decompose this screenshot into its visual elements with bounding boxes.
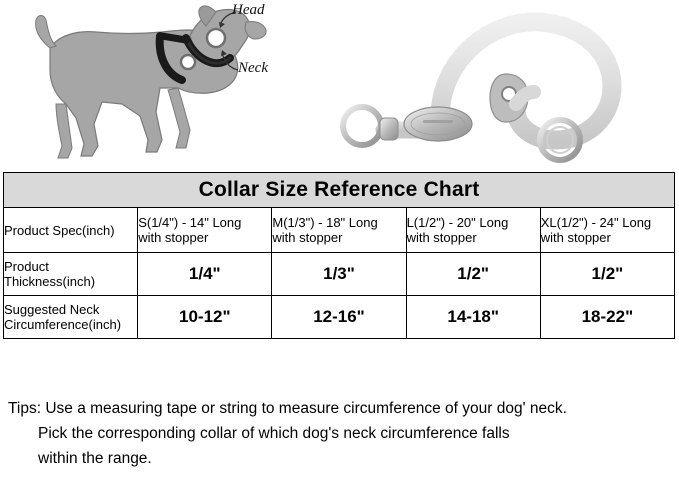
col-spec-l-line1: L(1/2") - 20" Long: [406, 215, 509, 230]
row-header-thickness: Product Thickness(inch): [4, 253, 138, 296]
o-ring-icon: [343, 107, 381, 145]
neck-xl: 18-22": [540, 296, 674, 339]
tips-text: [8, 396, 668, 471]
dog-illustration-svg: [10, 0, 310, 168]
table-row: [4, 296, 675, 339]
col-spec-xl-line1: XL(1/2") - 24" Long: [540, 215, 652, 230]
col-spec-l-line2: with stopper: [406, 230, 477, 245]
table-row: [4, 208, 675, 253]
thickness-xl: 1/2": [540, 253, 674, 296]
dog-diagram: [10, 0, 310, 168]
col-spec-m-line1: M(1/3") - 18" Long: [272, 215, 378, 230]
table-row: [4, 253, 675, 296]
head-label: Head: [232, 2, 265, 18]
neck-m: 12-16": [272, 296, 406, 339]
collar-illustration-svg: [320, 0, 670, 168]
collar-product-image: [320, 0, 670, 168]
col-spec-s-line1: S(1/4") - 14" Long: [138, 215, 242, 230]
tips-line-3: within the range.: [38, 450, 152, 467]
tips-line-1: Tips: Use a measuring tape or string to measure circumference of your dog' neck.: [8, 400, 567, 417]
table-title-row: [4, 173, 675, 208]
col-spec-xl: [540, 208, 674, 253]
col-spec-m: [272, 208, 406, 253]
thickness-m: 1/3": [272, 253, 406, 296]
neck-s: 10-12": [138, 296, 272, 339]
col-spec-xl-line2: with stopper: [540, 230, 611, 245]
illustration-area: [0, 0, 679, 168]
collar-ring-icon: [207, 29, 225, 47]
col-spec-m-line2: with stopper: [272, 230, 343, 245]
col-spec-l: [406, 208, 540, 253]
neck-label: Neck: [238, 60, 268, 76]
tips-line-2: Pick the corresponding collar of which dog's neck circumference falls: [38, 425, 510, 442]
size-chart-table: [3, 172, 675, 339]
chart-title: Collar Size Reference Chart: [4, 173, 675, 208]
col-spec-s-line2: with stopper: [138, 230, 209, 245]
collar-ring-small-icon: [181, 55, 195, 69]
thickness-l: 1/2": [406, 253, 540, 296]
col-spec-s: [138, 208, 272, 253]
size-chart-table-wrapper: [3, 172, 675, 339]
metal-bead: [404, 107, 472, 141]
thickness-s: 1/4": [138, 253, 272, 296]
row-header-product-spec: Product Spec(inch): [4, 208, 138, 253]
crimp-icon: [380, 118, 398, 140]
neck-l: 14-18": [406, 296, 540, 339]
row-header-neck-circumference: Suggested Neck Circumference(inch): [4, 296, 138, 339]
